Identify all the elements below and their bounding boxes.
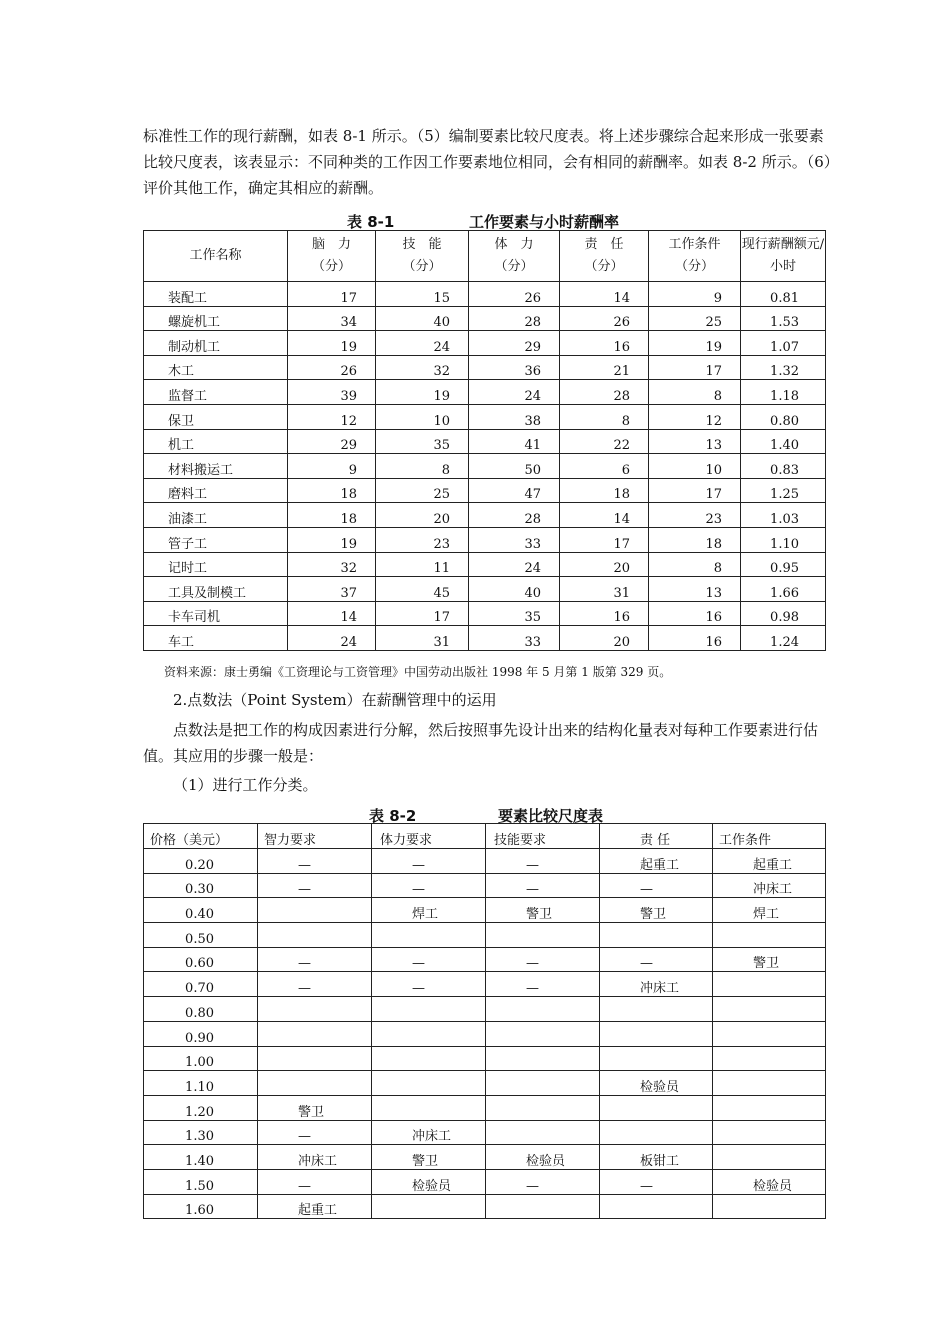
table-row <box>144 429 826 454</box>
value-cell: 47 <box>469 478 560 503</box>
job-cell: — <box>258 1169 372 1194</box>
value-cell: 14 <box>560 282 649 307</box>
job-cell <box>372 1095 486 1120</box>
source-note: 资料来源：康士勇编《工资理论与工资管理》中国劳动出版社 1998 年 5 月第 1 版第 329 页。 <box>164 665 672 679</box>
price-cell: 1.60 <box>144 1194 258 1219</box>
job-cell: — <box>486 849 600 874</box>
table-row <box>144 873 826 898</box>
table2-title: 要素比较尺度表 <box>498 807 604 825</box>
value-cell: 23 <box>376 527 469 552</box>
job-name-cell: 机工 <box>144 429 288 454</box>
value-cell: 18 <box>560 478 649 503</box>
job-cell <box>713 1120 826 1145</box>
job-name-cell: 管子工 <box>144 527 288 552</box>
job-cell: — <box>486 1169 600 1194</box>
job-cell: — <box>372 873 486 898</box>
job-cell: — <box>372 947 486 972</box>
job-name-cell: 卡车司机 <box>144 601 288 626</box>
value-cell: 17 <box>560 527 649 552</box>
value-cell: 25 <box>376 478 469 503</box>
value-cell: 18 <box>288 478 376 503</box>
value-cell: 15 <box>376 282 469 307</box>
job-cell: 检验员 <box>486 1145 600 1170</box>
value-cell: 13 <box>649 577 741 602</box>
job-name-cell: 木工 <box>144 355 288 380</box>
table1-header-cell <box>288 231 376 282</box>
job-cell <box>600 1021 713 1046</box>
table1-header-cell <box>741 231 826 282</box>
value-cell: 19 <box>649 331 741 356</box>
job-cell: 冲床工 <box>600 972 713 997</box>
value-cell: 18 <box>649 527 741 552</box>
value-cell: 40 <box>376 306 469 331</box>
value-cell: 17 <box>288 282 376 307</box>
job-cell <box>372 1021 486 1046</box>
value-cell: 37 <box>288 577 376 602</box>
value-cell: 33 <box>469 527 560 552</box>
table1-number: 表 8-1 <box>347 213 395 231</box>
job-cell: — <box>258 849 372 874</box>
value-cell: 41 <box>469 429 560 454</box>
job-cell <box>713 923 826 948</box>
job-name-cell: 螺旋机工 <box>144 306 288 331</box>
value-cell: 16 <box>649 626 741 651</box>
job-cell <box>486 997 600 1022</box>
job-cell <box>372 997 486 1022</box>
job-cell <box>486 1194 600 1219</box>
job-cell <box>600 1194 713 1219</box>
value-cell: 19 <box>288 331 376 356</box>
value-cell: 1.32 <box>741 355 826 380</box>
table-row <box>144 552 826 577</box>
body-paragraph: 点数法是把工作的构成因素进行分解，然后按照事先设计出来的结构化量表对每种工作要素进行估值。其应用的步骤一般是： <box>143 721 819 765</box>
job-name-cell: 磨料工 <box>144 478 288 503</box>
job-cell: 冲床工 <box>258 1145 372 1170</box>
value-cell: 20 <box>560 552 649 577</box>
value-cell: 0.95 <box>741 552 826 577</box>
job-cell <box>258 997 372 1022</box>
job-cell: 警卫 <box>600 898 713 923</box>
price-cell: 0.60 <box>144 947 258 972</box>
value-cell: 29 <box>469 331 560 356</box>
job-cell: 检验员 <box>713 1169 826 1194</box>
value-cell: 8 <box>376 454 469 479</box>
job-cell <box>713 972 826 997</box>
job-cell <box>713 997 826 1022</box>
job-cell <box>258 1071 372 1096</box>
table-row <box>144 1095 826 1120</box>
factor-scale-table <box>143 823 826 1219</box>
job-cell <box>258 923 372 948</box>
price-cell: 0.90 <box>144 1021 258 1046</box>
price-cell: 0.40 <box>144 898 258 923</box>
table-row <box>144 601 826 626</box>
job-cell <box>258 1046 372 1071</box>
value-cell: 32 <box>288 552 376 577</box>
job-cell <box>600 1095 713 1120</box>
price-cell: 1.10 <box>144 1071 258 1096</box>
price-cell: 0.70 <box>144 972 258 997</box>
value-cell: 26 <box>288 355 376 380</box>
section-heading: 2.点数法（Point System）在薪酬管理中的运用 <box>173 691 497 709</box>
job-cell <box>713 1095 826 1120</box>
table-row <box>144 1169 826 1194</box>
value-cell: 13 <box>649 429 741 454</box>
job-name-cell: 监督工 <box>144 380 288 405</box>
header-unit: （分） <box>311 259 351 274</box>
job-cell <box>486 923 600 948</box>
table-row <box>144 404 826 429</box>
table-row <box>144 577 826 602</box>
value-cell: 10 <box>376 404 469 429</box>
table2-header-row <box>144 824 826 849</box>
job-name-cell: 油漆工 <box>144 503 288 528</box>
value-cell: 35 <box>469 601 560 626</box>
job-cell: 警卫 <box>486 898 600 923</box>
header-label: 体 力 <box>494 237 534 252</box>
value-cell: 1.66 <box>741 577 826 602</box>
table-row <box>144 1145 826 1170</box>
job-cell: — <box>372 849 486 874</box>
job-name-cell: 工具及制模工 <box>144 577 288 602</box>
value-cell: 35 <box>376 429 469 454</box>
value-cell: 9 <box>649 282 741 307</box>
table-row <box>144 898 826 923</box>
value-cell: 29 <box>288 429 376 454</box>
price-cell: 1.20 <box>144 1095 258 1120</box>
value-cell: 40 <box>469 577 560 602</box>
header-label: 工作条件 <box>668 237 721 252</box>
value-cell: 17 <box>649 478 741 503</box>
value-cell: 28 <box>469 503 560 528</box>
value-cell: 26 <box>469 282 560 307</box>
value-cell: 16 <box>560 601 649 626</box>
table1-header-cell <box>649 231 741 282</box>
job-cell <box>258 1021 372 1046</box>
value-cell: 0.98 <box>741 601 826 626</box>
table-row <box>144 306 826 331</box>
value-cell: 1.03 <box>741 503 826 528</box>
job-cell <box>713 1071 826 1096</box>
value-cell: 33 <box>469 626 560 651</box>
value-cell: 21 <box>560 355 649 380</box>
table-row <box>144 1046 826 1071</box>
job-cell: 冲床工 <box>713 873 826 898</box>
job-cell <box>486 1120 600 1145</box>
value-cell: 38 <box>469 404 560 429</box>
value-cell: 11 <box>376 552 469 577</box>
value-cell: 6 <box>560 454 649 479</box>
value-cell: 0.81 <box>741 282 826 307</box>
value-cell: 24 <box>288 626 376 651</box>
value-cell: 18 <box>288 503 376 528</box>
job-cell: — <box>372 972 486 997</box>
value-cell: 23 <box>649 503 741 528</box>
value-cell: 20 <box>376 503 469 528</box>
header-label: 现行薪酬额元/ <box>741 237 825 252</box>
table1-header-row <box>144 231 826 282</box>
value-cell: 31 <box>560 577 649 602</box>
value-cell: 45 <box>376 577 469 602</box>
job-cell <box>372 1046 486 1071</box>
job-cell: — <box>600 1169 713 1194</box>
table-row <box>144 355 826 380</box>
value-cell: 16 <box>560 331 649 356</box>
job-cell: 警卫 <box>258 1095 372 1120</box>
job-cell: 焊工 <box>713 898 826 923</box>
value-cell: 0.80 <box>741 404 826 429</box>
job-cell: 板钳工 <box>600 1145 713 1170</box>
value-cell: 26 <box>560 306 649 331</box>
job-name-cell: 车工 <box>144 626 288 651</box>
job-cell <box>486 1046 600 1071</box>
table-row <box>144 626 826 651</box>
table2-header-cell: 价格（美元） <box>144 824 258 849</box>
value-cell: 10 <box>649 454 741 479</box>
job-cell <box>372 923 486 948</box>
wage-factor-table <box>143 230 826 651</box>
job-cell <box>372 1194 486 1219</box>
value-cell: 12 <box>288 404 376 429</box>
value-cell: 24 <box>376 331 469 356</box>
value-cell: 31 <box>376 626 469 651</box>
table-row <box>144 947 826 972</box>
job-cell: — <box>486 947 600 972</box>
job-cell: 冲床工 <box>372 1120 486 1145</box>
table-row <box>144 527 826 552</box>
value-cell: 16 <box>649 601 741 626</box>
value-cell: 28 <box>560 380 649 405</box>
value-cell: 50 <box>469 454 560 479</box>
intro-paragraph: 标准性工作的现行薪酬，如表 8-1 所示。（5）编制要素比较尺度表。将上述步骤综合起来形成一张要素比较尺度表，该表显示：不同种类的工作因工作要素地位相同，会有相同的薪酬率。如表 8-2 所示。（6）评价其他工作，确定其相应的薪酬。 <box>143 127 832 197</box>
job-cell <box>486 1021 600 1046</box>
value-cell: 1.24 <box>741 626 826 651</box>
value-cell: 9 <box>288 454 376 479</box>
table-row <box>144 503 826 528</box>
value-cell: 1.25 <box>741 478 826 503</box>
table1-header-cell <box>560 231 649 282</box>
value-cell: 24 <box>469 552 560 577</box>
job-cell: 检验员 <box>372 1169 486 1194</box>
header-unit: 小时 <box>769 259 796 274</box>
job-name-cell: 保卫 <box>144 404 288 429</box>
table2-header-cell: 责 任 <box>600 824 713 849</box>
price-cell: 0.20 <box>144 849 258 874</box>
job-cell: — <box>486 873 600 898</box>
table-row <box>144 478 826 503</box>
job-cell <box>486 1071 600 1096</box>
job-cell <box>600 1120 713 1145</box>
value-cell: 12 <box>649 404 741 429</box>
value-cell: 1.07 <box>741 331 826 356</box>
job-cell <box>713 1021 826 1046</box>
value-cell: 28 <box>469 306 560 331</box>
job-cell: — <box>258 873 372 898</box>
price-cell: 0.50 <box>144 923 258 948</box>
job-cell <box>713 1046 826 1071</box>
header-label: 责 任 <box>584 237 624 252</box>
step-1: （1）进行工作分类。 <box>173 776 318 794</box>
table-row <box>144 1120 826 1145</box>
price-cell: 0.80 <box>144 997 258 1022</box>
job-cell: 检验员 <box>600 1071 713 1096</box>
table-row <box>144 1021 826 1046</box>
value-cell: 19 <box>288 527 376 552</box>
job-cell <box>713 1145 826 1170</box>
job-cell: — <box>600 947 713 972</box>
value-cell: 34 <box>288 306 376 331</box>
table1-header-cell <box>469 231 560 282</box>
value-cell: 22 <box>560 429 649 454</box>
job-cell: 起重工 <box>713 849 826 874</box>
table2-number: 表 8-2 <box>369 807 417 825</box>
value-cell: 17 <box>376 601 469 626</box>
table2-header-cell: 工作条件 <box>713 824 826 849</box>
job-cell: 警卫 <box>372 1145 486 1170</box>
job-cell: 焊工 <box>372 898 486 923</box>
value-cell: 0.83 <box>741 454 826 479</box>
header-unit: （分） <box>402 259 442 274</box>
table1-header-cell <box>144 231 288 282</box>
table1-title: 工作要素与小时薪酬率 <box>469 213 620 231</box>
header-label: 脑 力 <box>311 237 351 252</box>
header-label: 工作名称 <box>189 248 242 263</box>
job-cell: 警卫 <box>713 947 826 972</box>
price-cell: 1.00 <box>144 1046 258 1071</box>
job-name-cell: 制动机工 <box>144 331 288 356</box>
table-row <box>144 997 826 1022</box>
job-cell: — <box>486 972 600 997</box>
value-cell: 39 <box>288 380 376 405</box>
value-cell: 1.53 <box>741 306 826 331</box>
price-cell: 1.50 <box>144 1169 258 1194</box>
job-cell: 起重工 <box>600 849 713 874</box>
job-name-cell: 材料搬运工 <box>144 454 288 479</box>
job-cell <box>258 898 372 923</box>
value-cell: 1.10 <box>741 527 826 552</box>
job-cell <box>486 1095 600 1120</box>
table-row <box>144 331 826 356</box>
table1-header-cell <box>376 231 469 282</box>
header-label: 技 能 <box>402 237 442 252</box>
price-cell: 1.30 <box>144 1120 258 1145</box>
value-cell: 8 <box>560 404 649 429</box>
job-cell: — <box>600 873 713 898</box>
job-cell <box>600 923 713 948</box>
job-cell: — <box>258 1120 372 1145</box>
value-cell: 32 <box>376 355 469 380</box>
table-row <box>144 1194 826 1219</box>
table-row <box>144 282 826 307</box>
table-row <box>144 380 826 405</box>
value-cell: 14 <box>560 503 649 528</box>
header-unit: （分） <box>674 259 714 274</box>
header-unit: （分） <box>584 259 624 274</box>
header-unit: （分） <box>494 259 534 274</box>
table-row <box>144 849 826 874</box>
value-cell: 8 <box>649 380 741 405</box>
table2-header-cell: 技能要求 <box>486 824 600 849</box>
table-row <box>144 454 826 479</box>
table2-header-cell: 智力要求 <box>258 824 372 849</box>
job-cell: 起重工 <box>258 1194 372 1219</box>
value-cell: 36 <box>469 355 560 380</box>
job-cell <box>713 1194 826 1219</box>
job-cell <box>600 997 713 1022</box>
value-cell: 24 <box>469 380 560 405</box>
value-cell: 17 <box>649 355 741 380</box>
value-cell: 8 <box>649 552 741 577</box>
price-cell: 1.40 <box>144 1145 258 1170</box>
table-row <box>144 1071 826 1096</box>
value-cell: 1.18 <box>741 380 826 405</box>
job-cell <box>372 1071 486 1096</box>
value-cell: 1.40 <box>741 429 826 454</box>
value-cell: 19 <box>376 380 469 405</box>
value-cell: 20 <box>560 626 649 651</box>
job-name-cell: 记时工 <box>144 552 288 577</box>
value-cell: 25 <box>649 306 741 331</box>
job-cell <box>600 1046 713 1071</box>
value-cell: 14 <box>288 601 376 626</box>
table-row <box>144 923 826 948</box>
table-row <box>144 972 826 997</box>
table2-header-cell: 体力要求 <box>372 824 486 849</box>
price-cell: 0.30 <box>144 873 258 898</box>
job-cell: — <box>258 947 372 972</box>
job-name-cell: 装配工 <box>144 282 288 307</box>
job-cell: — <box>258 972 372 997</box>
